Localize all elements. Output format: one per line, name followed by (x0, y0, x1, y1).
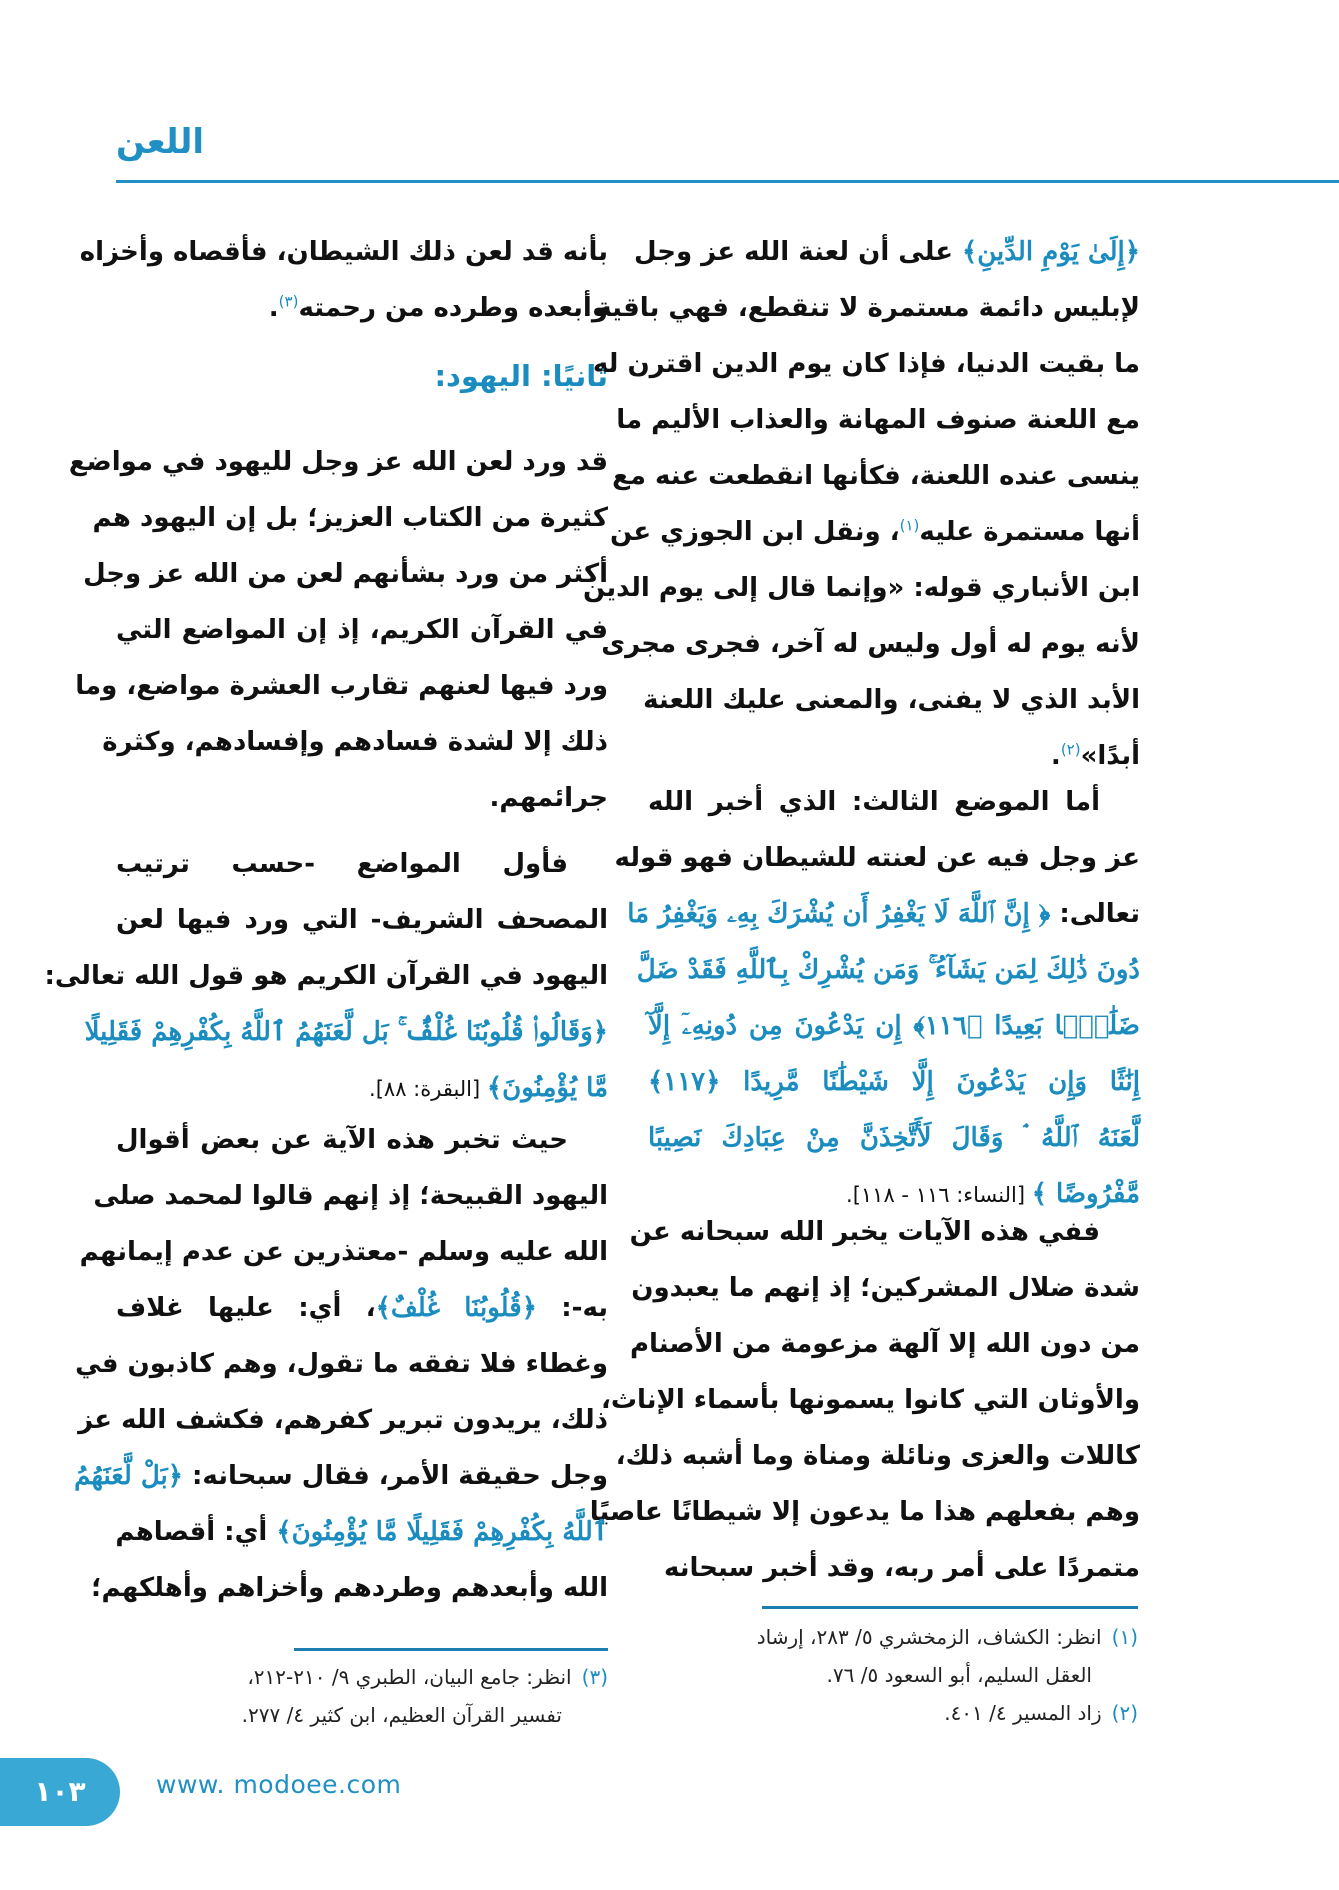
text-line (79, 1224, 608, 1280)
text-segment: بأنه قد لعن ذلك الشيطان، فأقصاه وأخزاه (79, 237, 608, 267)
text-line (615, 1428, 1140, 1484)
text-line (648, 1110, 1140, 1166)
text-segment: اليهود القبيحة؛ إذ إنهم قالوا لمحمد صلى (93, 1181, 608, 1211)
text-segment: كاللات والعزى ونائلة ومناة وما أشبه ذلك، (615, 1441, 1140, 1471)
paragraph (44, 836, 608, 1116)
text-line (648, 1540, 1140, 1596)
quran-verse: إِنَٰثًا وَإِن يَدْعُونَ إِلَّا شَيْطَٰنًا مَّرِيدًا ﴿١١٧﴾ (648, 1067, 1140, 1097)
footnote-line (116, 1696, 608, 1734)
text-segment: ما بقيت الدنيا، فإذا كان يوم الدين اقترن له (592, 349, 1140, 379)
quran-verse: ﴿بَلْ لَّعَنَهُمُ (74, 1461, 183, 1491)
text-segment: أبدًا» (1080, 741, 1140, 771)
text-segment: ، أي: عليها غلاف (116, 1293, 376, 1323)
text-segment: ابن الأنباري قوله: «وإنما قال إلى يوم الدين (582, 573, 1140, 603)
text-segment: لأنه يوم له أول وليس له آخر، فجرى مجرى (601, 629, 1140, 659)
text-segment: ينسى عنده اللعنة، فكأنها انقطعت عنه مع (612, 461, 1140, 491)
text-segment: حيث تخبر هذه الآية عن بعض أقوال (116, 1125, 568, 1155)
website-link[interactable]: www. modoee.com (156, 1770, 402, 1799)
header-divider (116, 180, 1339, 183)
quran-verse: ﴿وَقَالُوا۟ قُلُوبُنَا غُلْفٌۢ ۚ بَل لَّعَنَهُمُ ٱللَّهُ بِكُفْرِهِمْ فَقَلِيلًا (84, 1017, 608, 1047)
text-segment: أنها مستمرة عليه (919, 517, 1140, 547)
quran-verse: مَّا يُؤْمِنُونَ﴾ (486, 1073, 608, 1103)
footnote-line (646, 1618, 1138, 1656)
text-line (600, 1372, 1140, 1428)
text-line (68, 434, 608, 490)
paragraph (582, 224, 1140, 784)
paragraph (68, 434, 608, 826)
verse-reference: [البقرة: ٨٨]. (369, 1077, 487, 1101)
text-line (589, 1484, 1140, 1540)
paragraph (79, 224, 608, 336)
text-line (75, 1336, 608, 1392)
text-segment: ذلك إلا لشدة فسادهم وإفسادهم، وكثرة (102, 727, 608, 757)
text-line (616, 392, 1140, 448)
text-segment: أما الموضع الثالث: الذي أخبر الله (648, 787, 1100, 817)
text-segment: ذلك، يريدون تبرير كفرهم، فكشف الله عز (78, 1405, 608, 1435)
paragraph (614, 774, 1140, 1222)
text-segment: وجل حقيقة الأمر، فقال سبحانه: (182, 1461, 608, 1491)
text-segment: في القرآن الكريم، إذ إن المواضع التي (116, 615, 608, 645)
text-segment: ففي هذه الآيات يخبر الله سبحانه عن (629, 1217, 1100, 1247)
text-line (601, 616, 1140, 672)
text-line (614, 830, 1140, 886)
text-segment: والأوثان التي كانوا يسمونها بأسماء الإناث، (600, 1385, 1140, 1415)
text-line (102, 714, 608, 770)
text-line (116, 1504, 608, 1560)
text-line (84, 1004, 608, 1060)
text-segment: جرائمهم. (489, 783, 608, 813)
footnote-line (646, 1694, 1138, 1732)
footnotes-left (116, 1658, 608, 1734)
text-segment: من دون الله إلا آلهة مزعومة من الأصنام (629, 1329, 1140, 1359)
footnote-number: (٢) (1111, 1701, 1138, 1725)
footnote-number: (٣) (581, 1665, 608, 1689)
text-line (648, 998, 1140, 1054)
chapter-title: اللعن (116, 122, 205, 162)
text-segment: الله وأبعدهم وطردهم وأخزاهم وأهلكهم؛ (91, 1573, 608, 1603)
text-line (116, 1280, 608, 1336)
text-line (116, 1060, 608, 1116)
footnote-divider-left (294, 1648, 608, 1651)
text-line (636, 942, 1140, 998)
quran-verse: ﴿ إِنَّ ٱللَّهَ لَا يَغْفِرُ أَن يُشْرَكَ بِهِۦ وَيَغْفِرُ مَا (627, 899, 1051, 929)
text-line (79, 224, 608, 280)
text-segment: فأول المواضع -حسب ترتيب (116, 849, 568, 879)
footnote-marker: (١) (899, 516, 920, 535)
text-line (634, 224, 1140, 280)
text-segment: ، ونقل ابن الجوزي عن (609, 517, 900, 547)
paragraph (74, 1112, 608, 1616)
text-line (612, 448, 1140, 504)
text-segment: الله عليه وسلم -معتذرين عن عدم إيمانهم (79, 1237, 608, 1267)
text-line (609, 504, 1140, 560)
text-line (116, 1112, 608, 1168)
text-line (44, 948, 608, 1004)
text-segment: عز وجل فيه عن لعنته للشيطان فهو قوله (614, 843, 1140, 873)
footnote-text: انظر: جامع البيان، الطبري ٩/ ٢١٠-٢١٢، (247, 1665, 572, 1689)
text-line (116, 892, 608, 948)
text-segment: على أن لعنة الله عز وجل (634, 237, 963, 267)
text-segment: قد ورد لعن الله عز وجل لليهود في مواضع (68, 447, 608, 477)
text-segment: اليهود في القرآن الكريم هو قول الله تعالى: (44, 961, 608, 991)
text-segment: تعالى: (1050, 899, 1140, 929)
section-heading-block (116, 348, 608, 404)
text-line (631, 1260, 1140, 1316)
section-heading: ثانيًا: اليهود: (434, 359, 608, 393)
footnote-marker: (٢) (1060, 740, 1081, 759)
text-segment: المصحف الشريف- التي ورد فيها لعن (116, 905, 608, 935)
text-line (627, 886, 1140, 942)
text-segment: ورد فيها لعنهم تقارب العشرة مواضع، وما (75, 671, 608, 701)
quran-verse: ﴿قُلُوبُنَا غُلْفٌ﴾ (375, 1293, 537, 1323)
quran-verse: ﴿إِلَىٰ يَوْمِ الدِّينِ﴾ (962, 237, 1140, 267)
quran-verse: مَّفْرُوضًا ﴾ (1031, 1179, 1140, 1209)
footnote-line (646, 1656, 1138, 1694)
text-line (93, 1168, 608, 1224)
text-segment: . (268, 293, 279, 323)
text-line (78, 1392, 608, 1448)
text-segment: وأبعده وطرده من رحمته (298, 293, 608, 323)
text-segment: الأبد الذي لا يفنى، والمعنى عليك اللعنة (643, 685, 1140, 715)
quran-verse: ٱللَّهُ بِكُفْرِهِمْ فَقَلِيلًا مَّا يُؤْمِنُونَ﴾ (276, 1517, 608, 1547)
text-segment: أي: أقصاهم (115, 1517, 277, 1547)
text-segment: شدة ضلال المشركين؛ إذ إنهم ما يعبدون (631, 1273, 1140, 1303)
text-line (648, 774, 1140, 830)
text-line (91, 1560, 608, 1616)
text-segment: أكثر من ورد بشأنهم لعن من الله عز وجل (83, 559, 608, 589)
text-segment: . (1050, 741, 1061, 771)
text-line (629, 1204, 1140, 1260)
text-line (75, 658, 608, 714)
text-line (643, 672, 1140, 728)
text-line (74, 1448, 608, 1504)
footnote-line (116, 1658, 608, 1696)
text-segment: متمردًا على أمر ربه، وقد أخبر سبحانه (664, 1553, 1140, 1583)
text-segment: لإبليس دائمة مستمرة لا تنقطع، فهي باقية (596, 293, 1140, 323)
footnote-text: تفسير القرآن العظيم، ابن كثير ٤/ ٢٧٧. (241, 1703, 562, 1727)
footnotes-right (646, 1618, 1138, 1732)
quran-verse: ضَلَٰلًۢا بَعِيدًا ﴿١١٦﴾ إِن يَدْعُونَ مِن دُونِهِۦٓ إِلَّآ (648, 1011, 1140, 1041)
footnote-number: (١) (1111, 1625, 1138, 1649)
text-line (596, 280, 1140, 336)
footnote-text: العقل السليم، أبو السعود ٥/ ٧٦. (826, 1663, 1092, 1687)
verse-reference: [النساء: ١١٦ - ١١٨]. (846, 1183, 1032, 1207)
footnote-text: انظر: الكشاف، الزمخشري ٥/ ٢٨٣، إرشاد (756, 1625, 1102, 1649)
page-number: ١٠٣ (0, 1758, 120, 1826)
text-segment: وغطاء فلا تفقه ما تقول، وهم كاذبون في (75, 1349, 608, 1379)
text-line (116, 602, 608, 658)
text-line (629, 1316, 1140, 1372)
footnote-marker: (٣) (278, 292, 299, 311)
text-line (648, 1054, 1140, 1110)
footnote-divider-right (762, 1606, 1138, 1609)
text-line (83, 546, 608, 602)
text-line (92, 490, 608, 546)
text-line (592, 336, 1140, 392)
text-segment: مع اللعنة صنوف المهانة والعذاب الأليم ما (616, 405, 1140, 435)
text-line (116, 770, 608, 826)
text-segment: كثيرة من الكتاب العزيز؛ بل إن اليهود هم (92, 503, 608, 533)
text-line (116, 836, 608, 892)
text-line (582, 560, 1140, 616)
text-segment: به-: (536, 1293, 608, 1323)
paragraph (589, 1204, 1140, 1596)
text-line (116, 280, 608, 336)
footnote-text: زاد المسير ٤/ ٤٠١. (944, 1701, 1102, 1725)
quran-verse: دُونَ ذَٰلِكَ لِمَن يَشَآءُ ۚ وَمَن يُشْرِكْ بِٱللَّهِ فَقَدْ ضَلَّ (636, 955, 1140, 985)
text-segment: وهم بفعلهم هذا ما يدعون إلا شيطانًا عاصيًا (589, 1497, 1140, 1527)
quran-verse: لَّعَنَهُ ٱللَّهُ ۘ وَقَالَ لَأَتَّخِذَنَّ مِنْ عِبَادِكَ نَصِيبًا (648, 1123, 1140, 1153)
